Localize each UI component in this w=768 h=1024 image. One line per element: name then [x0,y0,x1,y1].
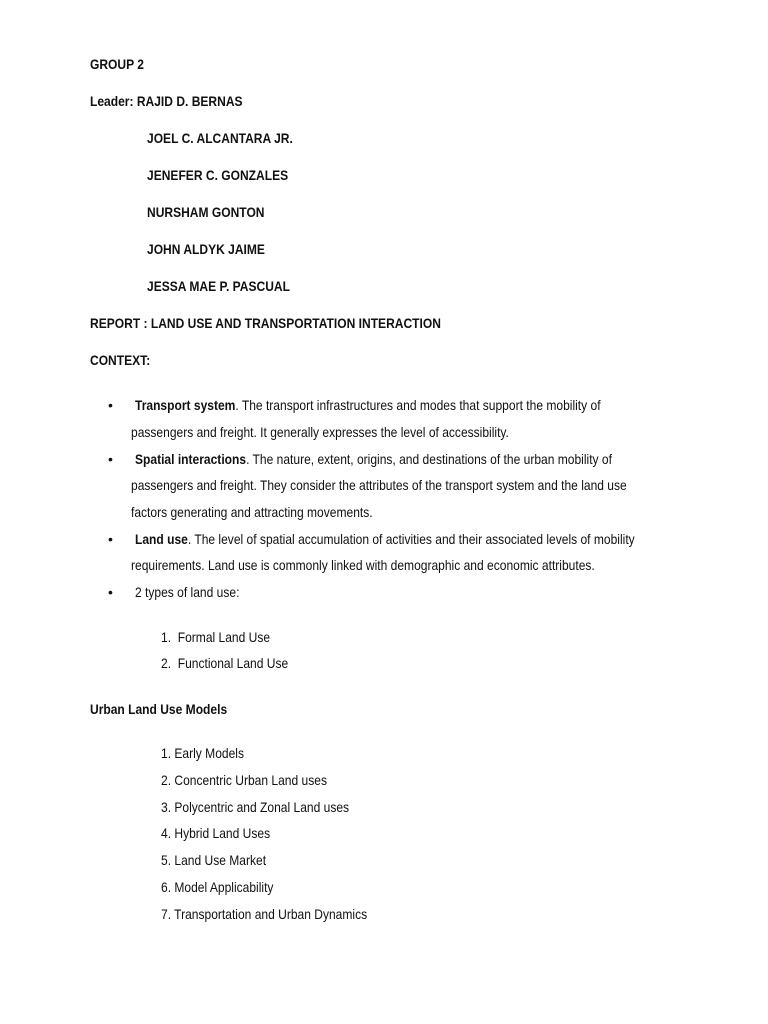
bullet-icon: • [108,397,113,413]
member-name: JESSA MAE P. PASCUAL [147,278,290,294]
bullet-term: Land use [135,531,188,547]
model-item: 3. Polycentric and Zonal Land uses [161,799,350,815]
member-name: JENEFER C. GONZALES [147,167,289,183]
model-item: 2. Concentric Urban Land uses [161,772,327,788]
bullet-line [135,531,635,547]
bullet-text: . The nature, extent, origins, and destinations of the urban mobility of [246,451,612,467]
land-use-type-item: 2. Functional Land Use [161,655,289,671]
bullet-line [135,451,612,467]
leader-label: Leader: [90,93,137,109]
land-use-type-item: 1. Formal Land Use [161,629,271,645]
model-item: 5. Land Use Market [161,852,267,868]
context-heading: CONTEXT: [90,352,151,368]
leader-line [90,93,243,109]
member-name: NURSHAM GONTON [147,204,265,220]
bullet-text: . The level of spatial accumulation of activities and their associated levels of mobility [187,531,635,547]
member-name: JOEL C. ALCANTARA JR. [147,130,293,146]
bullet-text: passengers and freight. It generally expresses the level of accessibility. [131,424,509,440]
group-title: GROUP 2 [90,56,144,72]
bullet-text: requirements. Land use is commonly linked with demographic and economic attributes. [131,557,595,573]
models-heading: Urban Land Use Models [90,701,228,717]
leader-name: RAJID D. BERNAS [136,93,243,109]
bullet-line [135,397,601,413]
model-item: 4. Hybrid Land Uses [161,825,271,841]
bullet-icon: • [108,584,113,600]
member-name: JOHN ALDYK JAIME [147,241,265,257]
bullet-icon: • [108,451,113,467]
bullet-icon: • [108,531,113,547]
bullet-term: Spatial interactions [135,451,247,467]
bullet-text: 2 types of land use: [135,584,240,600]
model-item: 1. Early Models [161,745,244,761]
model-item: 7. Transportation and Urban Dynamics [161,906,368,922]
bullet-text: passengers and freight. They consider the attributes of the transport system and the land use [131,477,627,493]
report-title: REPORT : LAND USE AND TRANSPORTATION INTERACTION [90,315,441,331]
bullet-term: Transport system [135,397,236,413]
bullet-text: . The transport infrastructures and modes that support the mobility of [235,397,601,413]
model-item: 6. Model Applicability [161,879,274,895]
bullet-text: factors generating and attracting movements. [131,504,373,520]
